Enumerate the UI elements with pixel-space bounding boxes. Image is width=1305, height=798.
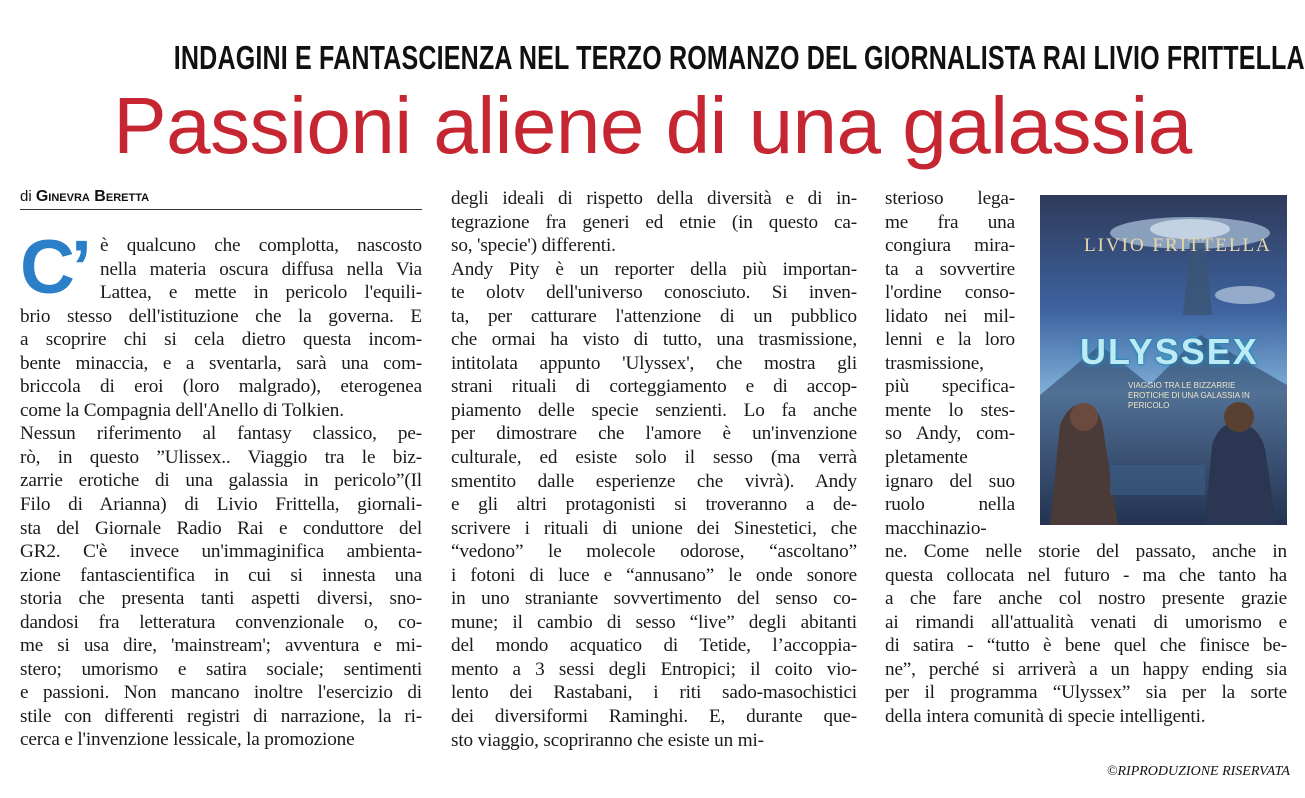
text-line: stero; umorismo e satira sociale; sentimenti [20, 658, 422, 680]
text-line: e gli altri protagonisti si troveranno a de- [451, 494, 857, 516]
text-line: che ormai ha visto di tutto, una trasmissione, [451, 329, 857, 351]
byline-prefix: di [20, 188, 32, 205]
text-line: per il programma “Ulyssex” sia per la sorte [885, 682, 1287, 704]
text-line: è qualcuno che complotta, nascosto [100, 235, 422, 256]
text-line: bente minaccia, e a sventarla, sarà una com- [20, 352, 422, 374]
text-line: cerca e l'invenzione lessicale, la promozione [20, 729, 355, 751]
text-line: ta a sovvertire [885, 258, 1015, 280]
text-line: ignaro del suo [885, 470, 1015, 492]
text-line: zarrie erotiche di una galassia in pericolo”(Il [20, 470, 422, 492]
text-line: lento dei Rastabani, i riti sado-masochistici [451, 682, 857, 704]
text-line: della intera comunità di specie intelligenti. [885, 706, 1206, 728]
text-line: lenni e la loro [885, 329, 1015, 351]
text-line: degli ideali di rispetto della diversità e di in- [451, 188, 857, 209]
text-line: dei diversiformi Raminghi. E, durante que- [451, 706, 857, 728]
text-line: zione fantascientifica in cui si innesta una [20, 564, 422, 586]
text-line: storia che presenta tanti aspetti diversi, sno- [20, 588, 422, 610]
text-line: GR2. C'è invece un'immaginifica ambienta- [20, 541, 422, 563]
text-line: ruolo nella [885, 494, 1015, 516]
text-line: Andy Pity è un reporter della più importan- [451, 258, 857, 280]
text-line: ta, per catturare l'attenzione di un pubblico [451, 305, 857, 327]
text-line: lidato nei mil- [885, 305, 1015, 327]
text-line: i fotoni di luce e “annusano” le onde sonore [451, 564, 857, 586]
text-line: sto viaggio, scopriranno che esiste un mi- [451, 729, 764, 751]
drop-cap: C’ [20, 225, 88, 310]
text-line: scrivere i rituali di unione dei Sinestetici, che [451, 517, 857, 539]
text-line: di satira - “tutto è bene quel che finisce be- [885, 635, 1287, 657]
article-column-1 [20, 225, 422, 752]
text-line: brio stesso dell'istituzione che la governa. E [20, 305, 422, 327]
text-line: Lattea, e mette in pericolo l'equili- [100, 282, 422, 304]
text-line: stile con differenti registri di narrazione, la ri- [20, 705, 422, 727]
text-line: te olotv dell'universo conosciuto. Si inven- [451, 282, 857, 304]
text-line: a che fare anche col nostro presente grazie [885, 588, 1287, 610]
text-line: intitolata appunto 'Ulyssex', che mostra gli [451, 352, 857, 374]
text-line: più specifica- [885, 376, 1015, 398]
text-line: nella materia oscura diffusa nella Via [100, 258, 422, 280]
author-name: Ginevra Beretta [35, 188, 150, 205]
text-line: culturale, ed esiste solo il sesso (ma verrà [451, 447, 857, 469]
article-title: Passioni aliene di una galassia [113, 81, 1192, 170]
article-column-2 [451, 187, 857, 752]
text-line: come la Compagnia dell'Anello di Tolkien. [20, 399, 344, 421]
text-line: me fra una [885, 211, 1015, 233]
text-line: dandosi fra letteratura convenzionale o, co- [20, 611, 422, 633]
text-line: tegrazione fra generi ed etnie (in questo ca- [451, 211, 857, 233]
text-line: rò, in questo ”Ulissex.. Viaggio tra le biz- [20, 446, 422, 468]
kicker-headline: INDAGINI E FANTASCIENZA NEL TERZO ROMANZO DEL GIORNALISTA RAI LIVIO FRITTELLA [173, 39, 1305, 76]
text-line: e passioni. Non mancano inoltre l'esercizio di [20, 682, 422, 704]
cover-title: ULYSSEX [1080, 331, 1259, 372]
text-line: in uno straniante sovvertimento del senso co- [451, 588, 857, 610]
book-cover-image [1040, 195, 1287, 525]
text-line: me si usa dire, 'mainstream'; avventura e mi- [20, 635, 422, 657]
text-line: congiura mira- [885, 235, 1015, 257]
text-line: so Andy, com- [885, 423, 1015, 445]
cover-subtitle: VIAGGIO TRA LE BIZZARRIE EROTICHE DI UNA GALASSIA IN PERICOLO [1128, 381, 1250, 410]
cover-author: LIVIO FRITTELLA [1084, 235, 1272, 256]
text-line: “vedono” le molecole odorose, “ascoltano” [451, 541, 857, 563]
text-line: del mondo acquatico di Tetide, l’accoppia- [451, 635, 857, 657]
text-line: briccola di eroi (loro malgrado), eterogenea [20, 376, 422, 398]
text-line: mento a 3 sessi degli Entropici; il coito vio- [451, 658, 857, 680]
text-line: ai rimandi all'attualità venati di umorismo e [885, 611, 1287, 633]
text-line: Nessun riferimento al fantasy classico, pe- [20, 423, 422, 445]
text-line: piamento delle specie senzienti. Lo fa anche [451, 399, 857, 421]
text-line: ne. Come nelle storie del passato, anche in [885, 541, 1287, 563]
text-line: sta del Giornale Radio Rai e conduttore del [20, 517, 422, 539]
text-line: trasmissione, [885, 352, 984, 374]
text-line: questa collocata nel futuro - ma che tanto ha [885, 564, 1287, 586]
text-line: ne”, perché si arriverà a un happy ending sia [885, 658, 1287, 680]
copyright-notice: ©RIPRODUZIONE RISERVATA [1106, 764, 1290, 779]
text-line: pletamente [885, 447, 968, 469]
text-line: a scoprire chi si cela dietro questa incom- [20, 329, 422, 351]
text-line: smentito dalle esperienze che vivrà). Andy [451, 470, 857, 492]
text-line: Filo di Arianna) di Livio Frittella, giornali- [20, 494, 422, 516]
text-line: strani rituali di corteggiamento e di accop- [451, 376, 857, 398]
text-line: macchinazio- [885, 517, 987, 539]
text-line: mente lo stes- [885, 399, 1015, 421]
byline [20, 186, 422, 210]
text-line: per dimostrare che l'amore è un'invenzione [451, 423, 857, 445]
text-line: l'ordine conso- [885, 282, 1015, 304]
text-line: sterioso lega- [885, 188, 1015, 209]
text-line: so, 'specie') differenti. [451, 235, 616, 257]
text-line: mune; il cambio di sesso “live” degli abitanti [451, 611, 857, 633]
